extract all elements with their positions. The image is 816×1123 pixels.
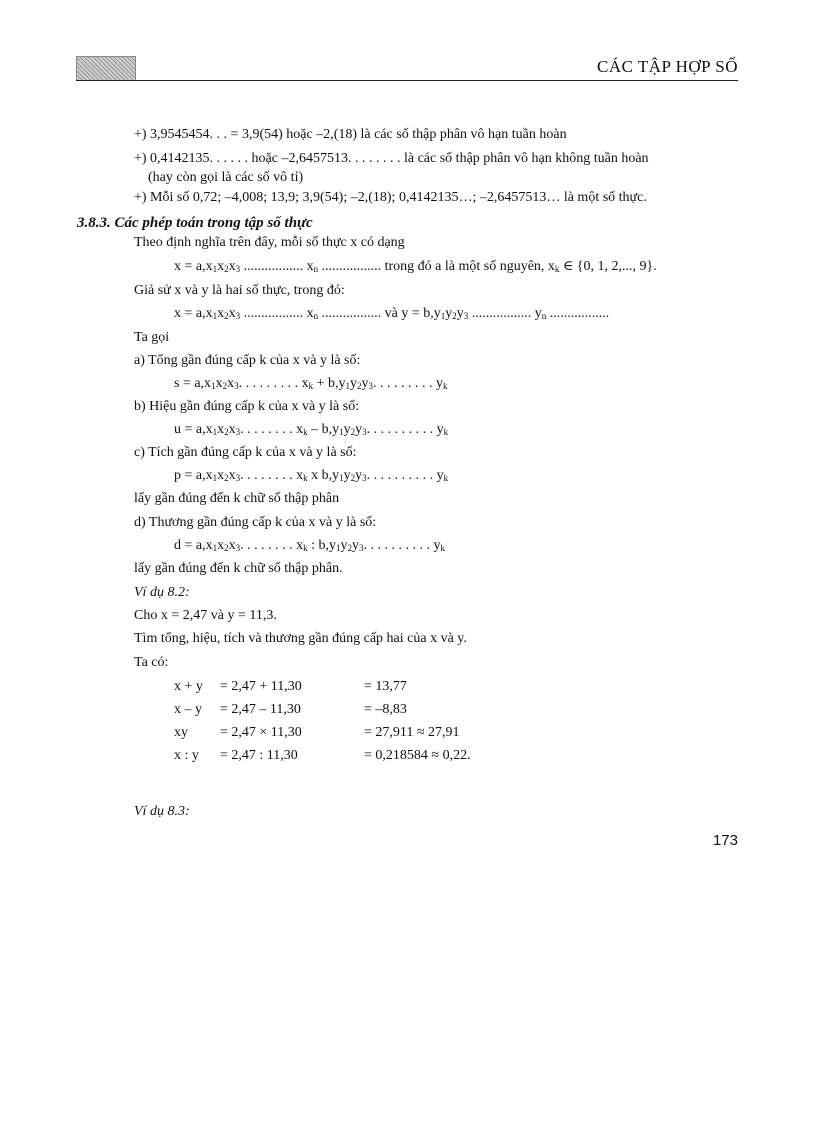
item-b-label: b) Hiệu gần đúng cấp k của x và y là số: <box>134 399 360 414</box>
calc-op: xy <box>174 725 188 740</box>
item-d-note: lấy gần đúng đến k chữ số thập phân. <box>134 561 343 576</box>
example-8-3-label: Ví dụ 8.3: <box>134 804 190 819</box>
calc-result: = 27,911 ≈ 27,91 <box>364 725 460 740</box>
item-d-label: d) Thương gần đúng cấp k của x và y là số: <box>134 515 377 530</box>
intro-line-2: +) 0,4142135. . . . . . hoặc –2,6457513. . . . . . . . là các số thập phân vô hạn không tuần hoàn <box>134 151 649 166</box>
calc-expr: = 2,47 : 11,30 <box>220 748 298 763</box>
intro-line-1: +) 3,9545454. . . = 3,9(54) hoặc –2,(18) là các số thập phân vô hạn tuần hoàn <box>134 127 567 142</box>
paragraph-ta-goi: Ta gọi <box>134 330 170 345</box>
intro-line-4: +) Mỗi số 0,72; –4,008; 13,9; 3,9(54); –2,(18); 0,4142135…; –2,6457513… là một số thực. <box>134 190 647 205</box>
header-rule <box>76 80 738 81</box>
calc-op: x – y <box>174 702 202 717</box>
example-8-2-label: Ví dụ 8.2: <box>134 585 190 600</box>
formula-sum: $s = a,x_1x_2x_3$. . . . . . . . . $x_k + b,y_1y_2y_3$. . . . . . . . . $y_k$ <box>174 376 448 391</box>
calc-result: = 13,77 <box>364 679 407 694</box>
example-8-2-lead: Ta có: <box>134 655 169 670</box>
item-a-label: a) Tổng gần đúng cấp k của x và y là số: <box>134 353 361 368</box>
example-8-2-task: Tìm tổng, hiệu, tích và thương gần đúng cấp hai của x và y. <box>134 631 467 646</box>
intro-line-3: (hay còn gọi là các số vô tỉ) <box>148 170 304 185</box>
calc-expr: = 2,47 – 11,30 <box>220 702 301 717</box>
paragraph-assume: Giả sử x và y là hai số thực, trong đó: <box>134 283 345 298</box>
formula-quotient: $d = a,x_1x_2x_3$. . . . . . . . $x_k$ : $b,y_1y_2y_3$. . . . . . . . . . $y_k$ <box>174 538 445 553</box>
section-heading: 3.8.3. Các phép toán trong tập số thực <box>77 215 313 231</box>
item-c-label: c) Tích gần đúng cấp k của x và y là số: <box>134 445 357 460</box>
formula-difference: $u = a,x_1x_2x_3$. . . . . . . . $x_k - b,y_1y_2y_3$. . . . . . . . . . $y_k$ <box>174 422 449 437</box>
header-decoration <box>76 56 136 81</box>
calc-expr: = 2,47 × 11,30 <box>220 725 302 740</box>
calc-result: = 0,218584 ≈ 0,22. <box>364 748 471 763</box>
page-number: 173 <box>712 832 738 849</box>
calc-expr: = 2,47 + 11,30 <box>220 679 302 694</box>
calc-op: x : y <box>174 748 199 763</box>
running-header-title: CÁC TẬP HỢP SỐ <box>597 57 738 76</box>
calc-result: = –8,83 <box>364 702 407 717</box>
item-c-note: lấy gần đúng đến k chữ số thập phân <box>134 491 340 506</box>
formula-x-y-definition: $x = a,x_1x_2x_3$ ................. $x_n$ ................. và $y = b,y_1y_2y_3$ ................. $y_n$ ................. <box>174 306 610 321</box>
paragraph-definition: Theo định nghĩa trên đây, mỗi số thực x có dạng <box>134 235 405 250</box>
example-8-2-given: Cho x = 2,47 và y = 11,3. <box>134 608 277 623</box>
formula-x-definition: $x = a,x_1x_2x_3$ ................. $x_n$ ................. trong đó a là một số nguyên, $x_k$ ∈ {0, 1, 2,..., 9}. <box>174 259 657 274</box>
formula-product: $p = a,x_1x_2x_3$. . . . . . . . $x_k$ x $b,y_1y_2y_3$. . . . . . . . . . $y_k$ <box>174 468 449 483</box>
calc-op: x + y <box>174 679 203 694</box>
